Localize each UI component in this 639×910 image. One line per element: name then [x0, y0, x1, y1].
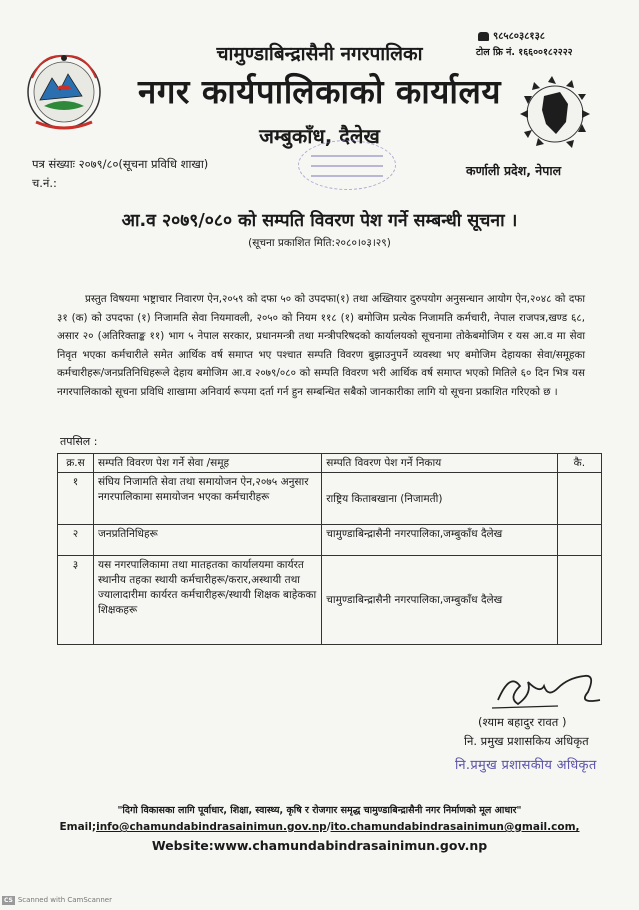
toll-free-number: टोल फ्रि नं. १६६००१८२२२२: [476, 47, 573, 58]
province-label: कर्णाली प्रदेश, नेपाल: [466, 163, 562, 178]
row-office: चामुण्डाबिन्द्रासैनी नगरपालिका,जम्बुकाँध दैलेख: [322, 525, 557, 556]
col-group: सम्पति विवरण पेश गर्ने सेवा /समूह: [93, 454, 321, 473]
signatory-name: (श्याम बहादुर रावत ): [478, 715, 567, 729]
row-sn: ३: [58, 556, 94, 645]
col-office: सम्पति विवरण पेश गर्ने निकाय: [322, 454, 557, 473]
email-link-2[interactable]: ito.chamundabindrasainimun@gmail.com,: [330, 821, 580, 833]
office-name: नगर कार्यपालिकाको कार्यालय: [138, 72, 501, 111]
row-sn: २: [58, 525, 94, 556]
signature-scribble: [488, 664, 606, 714]
office-location: जम्बुकाँध, दैलेख: [259, 124, 380, 148]
row-group: संघिय निजामति सेवा तथा समायोजन ऐन,२०७५ अनुसार नगरपालिकामा समायोजन भएका कर्मचारीहरू: [93, 473, 321, 525]
designation-stamp: नि.प्रमुख प्रशासकीय अधिकृत: [455, 758, 597, 773]
row-office: चामुण्डाबिन्द्रासैनी नगरपालिका,जम्बुकाँध दैलेख: [322, 556, 557, 645]
email-separator: /: [326, 821, 331, 833]
camscanner-icon: CS: [4, 897, 13, 904]
details-label: तपसिल :: [60, 435, 98, 448]
municipality-name: चामुण्डाबिन्द्रासैनी नगरपालिका: [216, 43, 423, 65]
notice-body: प्रस्तुत विषयमा भष्ट्राचार निवारण ऐन,२०५९ को दफा ५० को उपदफा(१) तथा अख्तियार दुरुपयोग अनुसन्धान आयोग ऐन,२०४८ को दफा ३१ (क) को उपदफा (१) निजामति सेवा नियमावली, २०५० को नियम ११८ (१) बमोजिम प्रत्येक निजामति कर्मचारी, नेपाल राजपत्र,खण्ड ६८, असार २० (अतिरिक्ताङ्क ११) भाग ५ नेपाल सरकार, प्रधानमन्त्री तथा मन्त्रीपरिषदको कार्यालयको सूचनामा तोकेबमोजिम र यस आ.व मा सेवा निवृत भएका कर्मचारीले समेत आर्थिक वर्ष समाप्त भए पश्चात सम्पति विवरण बुझाउनुपर्ने व्यवस्था भए बमोजिम देहायका सेवा/समूहका कर्मचारीहरू/जनप्रतिनिधिहरूले देहाय बमोजिम आ.व २०७९/०८० को सम्पति विवरण भरी आर्थिक वर्ष समाप्त भएको मितिले ६० दिन भित्र यस नगरपालिकाको सूचना प्रविधि शाखामा अनिवार्य रूपमा दर्ता गर्न हुन सम्बन्धित सबैको जानकारीका लागि यो सूचना प्रकाशित गरिएको छ ।: [57, 293, 585, 398]
scanner-watermark: [2, 896, 112, 905]
published-date: (सूचना प्रकाशित मिति:२०८०।०३।२९): [248, 237, 391, 249]
scanner-label: Scanned with CamScanner: [17, 896, 112, 904]
email-label: Email;: [59, 821, 97, 833]
office-round-stamp: [298, 140, 396, 190]
table-row: [58, 473, 602, 525]
email-link-1[interactable]: info@chamundabindrasainimun.gov.np: [96, 821, 327, 833]
table-row: [58, 556, 602, 645]
row-sn: १: [58, 473, 94, 525]
dispatch-number: च.नं.:: [32, 176, 57, 190]
footer-email: [0, 821, 639, 833]
submission-table: [57, 453, 602, 645]
notice-title: आ.व २०७९/०८० को सम्पति विवरण पेश गर्ने सम्बन्धी सूचना ।: [121, 211, 518, 231]
footer-website[interactable]: Website:www.chamundabindrasainimun.gov.np: [151, 838, 488, 853]
row-remarks: [557, 525, 601, 556]
signatory-designation: नि. प्रमुख प्रशासकिय अधिकृत: [464, 734, 589, 748]
row-remarks: [557, 473, 601, 525]
footer-slogan: "दिगो विकासका लागि पूर्वाधार, शिक्षा, स्वास्थ्य, कृषि र रोजगार समृद्ध चामुण्डाबिन्द्रासैनी नगर निर्माणको मूल आधार": [117, 805, 522, 816]
phone-number: ९८५८०३८१३८: [478, 28, 545, 42]
row-group: यस नगरपालिकामा तथा मातहतका कार्यालयमा कार्यरत स्थानीय तहका स्थायी कर्मचारीहरू/करार,अस्थायी तथा ज्यालादारीमा कार्यरत कर्मचारीहरू/स्थायी शिक्षक बाहेकका शिक्षकहरू: [93, 556, 321, 645]
row-remarks: [557, 556, 601, 645]
col-remarks: कै.: [557, 454, 601, 473]
col-sn: क्र.स: [58, 454, 94, 473]
table-header-row: [58, 454, 602, 473]
row-office: राष्ट्रिय किताबखाना (निजामती): [322, 473, 557, 525]
row-group: जनप्रतिनिधिहरू: [93, 525, 321, 556]
table-row: [58, 525, 602, 556]
letter-reference: पत्र संख्याः २०७९/८०(सूचना प्रविधि शाखा): [32, 157, 209, 171]
